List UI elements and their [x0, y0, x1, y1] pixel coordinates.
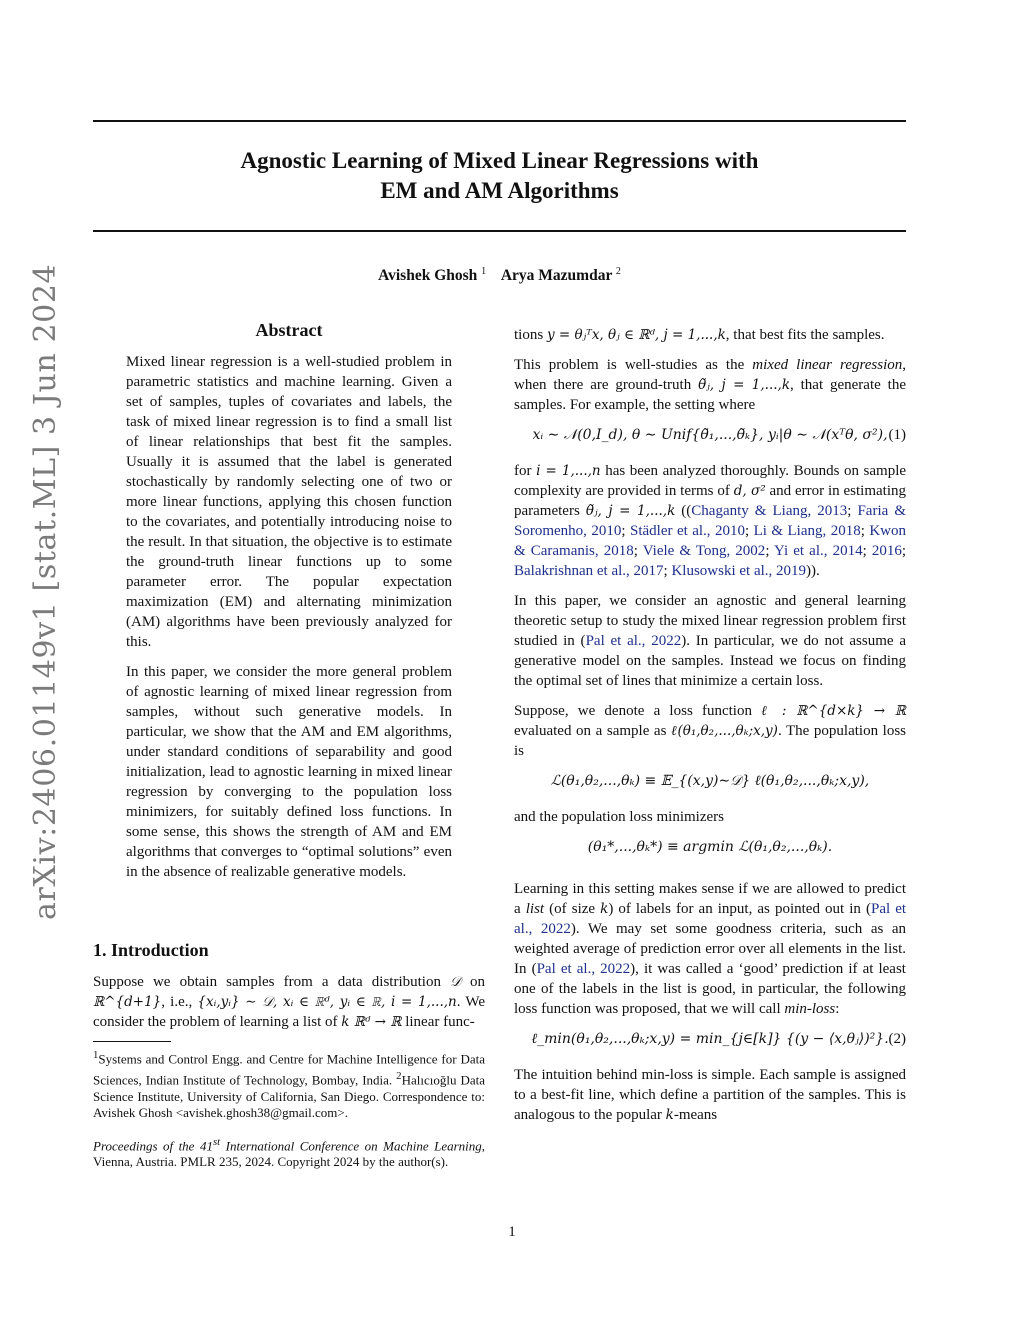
citation-link[interactable]: Li & Liang, 2018	[753, 523, 861, 539]
author-affiliation-mark: 1	[481, 266, 487, 277]
text-run: . We consider the problem of learning a list of	[93, 994, 485, 1030]
footnote-rule	[93, 1041, 171, 1042]
text-run: st	[212, 1135, 221, 1148]
citation-link[interactable]: Klusowski et al., 2019	[671, 563, 807, 579]
text-run: In this paper, we consider an agnostic and general learning theoretic setup to study the mixed linear regression problem first studied in (	[514, 593, 906, 649]
text-run: ). We may set some goodness criteria, such as an weighted average of prediction error over all elements in the list. In (	[514, 921, 907, 977]
author-name: Avishek Ghosh	[378, 267, 478, 285]
text-run: on	[470, 974, 485, 990]
equation-2	[514, 1029, 906, 1051]
body-paragraph	[514, 591, 906, 691]
citation-link[interactable]: Pal et al., 2022	[585, 633, 682, 649]
citation-link[interactable]: Pal et al., 2022	[514, 901, 907, 937]
emphasis: mixed linear regression	[752, 357, 903, 373]
text-run: Learning in this setting makes sense if we are allowed to predict a	[514, 881, 906, 917]
title-line-1: Agnostic Learning of Mixed Linear Regressions with	[240, 148, 759, 173]
equation-body: ℓ_min(θ₁,θ₂,...,θₖ;x,y) = min_{j∈[k]} {(y − ⟨x,θⱼ⟩)²}.	[531, 1031, 889, 1047]
body-paragraph	[514, 355, 906, 415]
math-inline: ℓ(θ₁,θ₂,...,θₖ;x,y)	[671, 723, 778, 739]
paper-title	[93, 146, 906, 206]
abstract-heading: Abstract	[255, 320, 323, 340]
abstract-paragraph: Mixed linear regression is a well-studied problem in parametric statistics and machine learning. Given a set of samples, tuples of covariates and labels, the task of mixed linear regression is to find a small list of linear relationships that best fit the samples. Usually it is assumed that the label is generated stochastically by randomly selecting one of two or more linear functions, applying this chosen function to the covariates, and potentially introducing noise to the result. In that situation, the objective is to estimate the ground-truth linear functions up to some parameter error. The popular expectation maximization (EM) and alternating minimization (AM) algorithms have been previously analyzed for this.	[126, 354, 452, 650]
equation-body: xᵢ ∼ 𝒩(0,I_d), θ ∼ Unif{θ̃₁,...,θ̃ₖ}, yᵢ|θ ∼ 𝒩(xᵀθ, σ²),	[532, 427, 888, 443]
math-inline: ℝ^{d+1}	[93, 994, 162, 1010]
text-run: )).	[806, 563, 820, 579]
text-run: , i.e.,	[161, 994, 193, 1010]
text-run: tions	[514, 327, 544, 343]
proceedings-note	[93, 1134, 485, 1171]
citation-link[interactable]: Kwon & Caramanis, 2018	[514, 523, 907, 559]
text-run: for	[514, 463, 532, 479]
equation-number: (2)	[888, 1031, 906, 1047]
text-run: Systems and Control Engg. and Centre for Machine Intelligence for Data Sciences, Indian Institute of Technology, Bombay, India.	[93, 1051, 485, 1088]
text-run: ((	[681, 503, 692, 519]
page-number: 1	[508, 1224, 516, 1240]
text-run: ). In particular, we do not assume a generative model on the samples. Instead we focus on finding the optimal set of lines that minimize a certain loss.	[514, 633, 906, 689]
text-run: , when there are ground-truth	[514, 357, 907, 393]
math-inline: ℓ : ℝ^{d×k} → ℝ	[761, 703, 906, 719]
text-run: , that generate the samples. For example, the setting where	[514, 377, 906, 413]
body-paragraph	[514, 701, 906, 761]
citation-link[interactable]: Chaganty & Liang, 2013	[691, 503, 848, 519]
footnote-mark: 1	[93, 1049, 99, 1061]
text-run: 41	[199, 1137, 213, 1153]
abstract-section	[126, 320, 452, 892]
author-list	[93, 266, 906, 285]
author-affiliation-mark: 2	[615, 266, 621, 277]
math-inline: i = 1,...,n	[536, 463, 601, 479]
math-inline: θ̃ⱼ, j = 1,...,k	[585, 503, 676, 519]
text-run: evaluated on a sample as	[514, 723, 667, 739]
intro-paragraph	[93, 972, 485, 1032]
text-run: , that best fits the samples.	[725, 327, 885, 343]
title-top-rule	[93, 120, 906, 122]
title-bottom-rule	[93, 230, 906, 232]
math-inline: k	[665, 1107, 674, 1123]
citation-link[interactable]: Pal et al., 2022	[536, 961, 631, 977]
text-run: Halıcıoğlu Data Science Institute, University of California, San Diego. Correspondence to: Avishek Ghosh <avishek.ghosh38@gmail.com>.	[93, 1072, 485, 1121]
text-run: -means	[673, 1107, 718, 1123]
math-inline: 𝒟	[450, 974, 461, 990]
text-run: This problem is well-studies as the	[514, 357, 745, 373]
author-name: Arya Mazumdar	[500, 267, 613, 285]
text-run: International Conference on Machine Learning	[225, 1137, 482, 1153]
section-heading: 1. Introduction	[93, 940, 209, 960]
body-paragraph	[514, 1065, 906, 1125]
arxiv-identifier: arXiv:2406.01149v1 [stat.ML] 3 Jun 2024	[28, 263, 63, 920]
equation-minimizers	[514, 837, 906, 859]
text-run: (of size	[549, 901, 596, 917]
math-inline: k ℝᵈ → ℝ	[341, 1014, 402, 1030]
equation-number: (1)	[888, 427, 906, 443]
body-paragraph	[514, 325, 906, 345]
text-run: , Vienna, Austria. PMLR 235, 2024. Copyright 2024 by the author(s).	[93, 1137, 486, 1170]
text-run: has been analyzed thoroughly. Bounds on sample complexity are provided in terms of	[514, 463, 907, 499]
equation-1	[514, 425, 906, 447]
footnote-mark: 2	[396, 1069, 402, 1082]
equation-body: (θ₁*,...,θₖ*) ≡ argmin ℒ(θ₁,θ₂,...,θₖ).	[587, 839, 833, 855]
citation-link[interactable]: Faria & Soromenho, 2010	[514, 503, 906, 539]
abstract-paragraph: In this paper, we consider the more general problem of agnostic learning of mixed linear regression from samples, without such generative models. In particular, we show that the AM and EM algorithms, under standard conditions of separability and good initialization, lead to agnostic learning in mixed linear regression by converging to the population loss minimizers, for suitably defined loss functions. In some sense, this shows the strength of AM and EM algorithms that converges to “optimal solutions” even in the absence of realizable generative models.	[126, 664, 452, 880]
title-line-2: EM and AM Algorithms	[380, 178, 619, 203]
affiliation-footnote	[93, 1047, 485, 1122]
citation-link[interactable]: Balakrishnan et al., 2017	[514, 563, 664, 579]
citation-link[interactable]: 2016	[871, 543, 902, 559]
body-paragraph	[514, 879, 906, 1019]
math-inline: θ̃ⱼ, j = 1,...,k	[698, 377, 791, 393]
introduction-section	[93, 940, 485, 1042]
text-run: ) of labels for an input, as pointed out in (	[608, 901, 871, 917]
math-inline: k	[600, 901, 609, 917]
text-run: Proceedings of the	[93, 1137, 195, 1153]
text-run: The intuition behind min-loss is simple. Each sample is assigned to a best-fit line, which define a partition of the samples. This is analogous to the popular	[514, 1067, 906, 1123]
emphasis: list	[525, 901, 545, 917]
emphasis: min-loss	[784, 1001, 836, 1017]
math-inline: {xᵢ,yᵢ} ∼ 𝒟, xᵢ ∈ ℝᵈ, yᵢ ∈ ℝ, i = 1,...,n	[197, 994, 457, 1010]
math-inline: d, σ²	[733, 483, 766, 499]
math-inline: y = θⱼᵀx, θⱼ ∈ ℝᵈ, j = 1,...,k	[546, 327, 726, 343]
text-run: and error in estimating parameters	[514, 483, 907, 519]
equation-body: ℒ(θ₁,θ₂,...,θₖ) ≡ 𝔼_{(x,y)∼𝒟} ℓ(θ₁,θ₂,...,θₖ;x,y),	[550, 773, 870, 789]
citation-link[interactable]: Yi et al., 2014	[774, 543, 863, 559]
equation-population-loss	[514, 771, 906, 793]
body-paragraph: and the population loss minimizers	[514, 809, 724, 825]
text-run: Suppose we obtain samples from a data distribution	[93, 974, 441, 990]
citation-link[interactable]: Viele & Tong, 2002	[642, 543, 766, 559]
footnotes	[93, 1047, 485, 1183]
text-run: Suppose, we denote a loss function	[514, 703, 752, 719]
text-run: :	[835, 1001, 840, 1017]
text-run: . The population loss is	[514, 723, 906, 759]
right-column	[514, 325, 906, 1135]
text-run: linear func-	[405, 1014, 475, 1030]
text-run: ), it was called a ‘good’ prediction if at least one of the labels in the list is good, in particular, the following loss function was proposed, that we will call	[514, 961, 906, 1017]
citation-link[interactable]: Städler et al., 2010	[630, 523, 745, 539]
body-paragraph: for i = 1,...,n has been analyzed thoroughly. Bounds on sample complexity are provided in terms of d, σ² and error in estimating parameters θ̃ⱼ, j = 1,...,k ((Chaganty & Liang, 2013; Faria & Soromenho, 2010; Städler et al., 2010; Li & Liang, 2018; Kwon & Caramanis, 2018; Viele & Tong, 2002; Yi et al., 2014; 2016; Balakrishnan et al., 2017; Klusowski et al., 2019)).	[514, 463, 907, 579]
